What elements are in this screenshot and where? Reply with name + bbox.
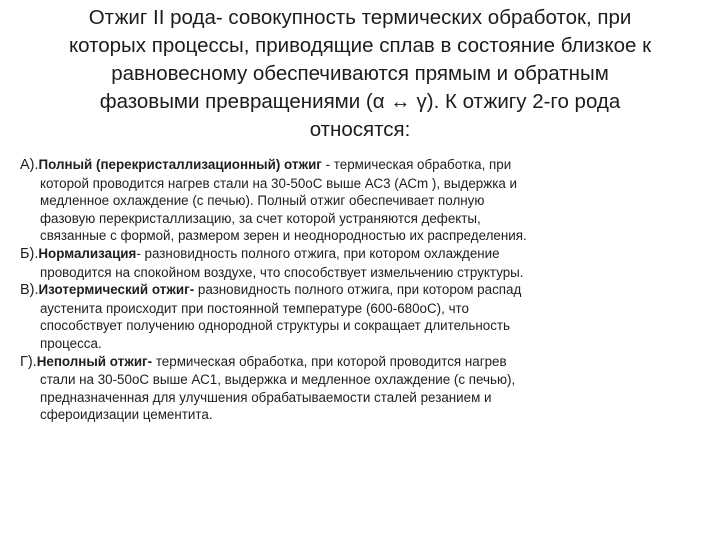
title-line: относятся: (309, 118, 411, 141)
item-line: процесса. (40, 335, 102, 351)
item-line: аустенита происходит при постоянной температуре (600-680оС), что (40, 300, 469, 316)
title-line: равновесному обеспечиваются прямым и обратным (111, 62, 609, 85)
item-text: - термическая обработка, при (321, 157, 512, 172)
item-first-line (20, 281, 700, 300)
item-term: Нормализация (38, 245, 137, 261)
item-text: термическая обработка, при которой проводится нагрев (152, 353, 507, 369)
item-line: сфероидизации цементита. (40, 407, 213, 423)
title-line: Отжиг II рода- совокупность термических обработок, при (88, 6, 632, 29)
item-line: медленное охлаждение (с печью). Полный отжиг обеспечивает полную (40, 193, 485, 209)
item-letter: Г). (20, 353, 37, 370)
item-line: способствует получению однородной структуры и сокращает длительность (40, 318, 511, 334)
item-term: Неполный отжиг- (36, 353, 153, 369)
item-letter: Б). (20, 245, 39, 262)
list-item-g (20, 353, 700, 424)
item-text: разновидность полного отжига, при котором распад (194, 282, 522, 298)
title-line: фазовыми превращениями (α ↔ γ). К отжигу 2-го рода (99, 90, 621, 113)
item-first-line (20, 353, 700, 372)
item-letter: А). (20, 157, 39, 173)
title-line: которых процессы, приводящие сплав в состояние близкое к (68, 34, 652, 57)
item-line: стали на 30-50оС выше АС1, выдержка и медленное охлаждение (с печью), (40, 372, 516, 388)
item-term: Изотермический отжиг- (38, 282, 195, 298)
item-text: - разновидность полного отжига, при котором охлаждение (136, 245, 500, 261)
item-term: Полный (перекристаллизационный) отжиг (38, 157, 322, 172)
slide-body (20, 156, 700, 424)
item-line: которой проводится нагрев стали на 30-50оС выше АС3 (АСm ), выдержка и (40, 175, 518, 191)
item-letter: В). (20, 282, 39, 299)
item-line: связанные с формой, размером зерен и неоднородностью их распределения. (40, 228, 527, 244)
list-item-a (20, 156, 700, 245)
item-first-line (20, 245, 700, 264)
item-line: фазовую перекристаллизацию, за счет которой устраняются дефекты, (40, 210, 481, 226)
slide-title (28, 4, 692, 144)
item-line: проводится на спокойном воздухе, что способствует измельчению структуры. (40, 264, 524, 280)
item-line: предназначенная для улучшения обрабатываемости сталей резанием и (40, 389, 492, 405)
list-item-b (20, 245, 700, 281)
item-first-line (20, 156, 700, 175)
list-item-v (20, 281, 700, 352)
